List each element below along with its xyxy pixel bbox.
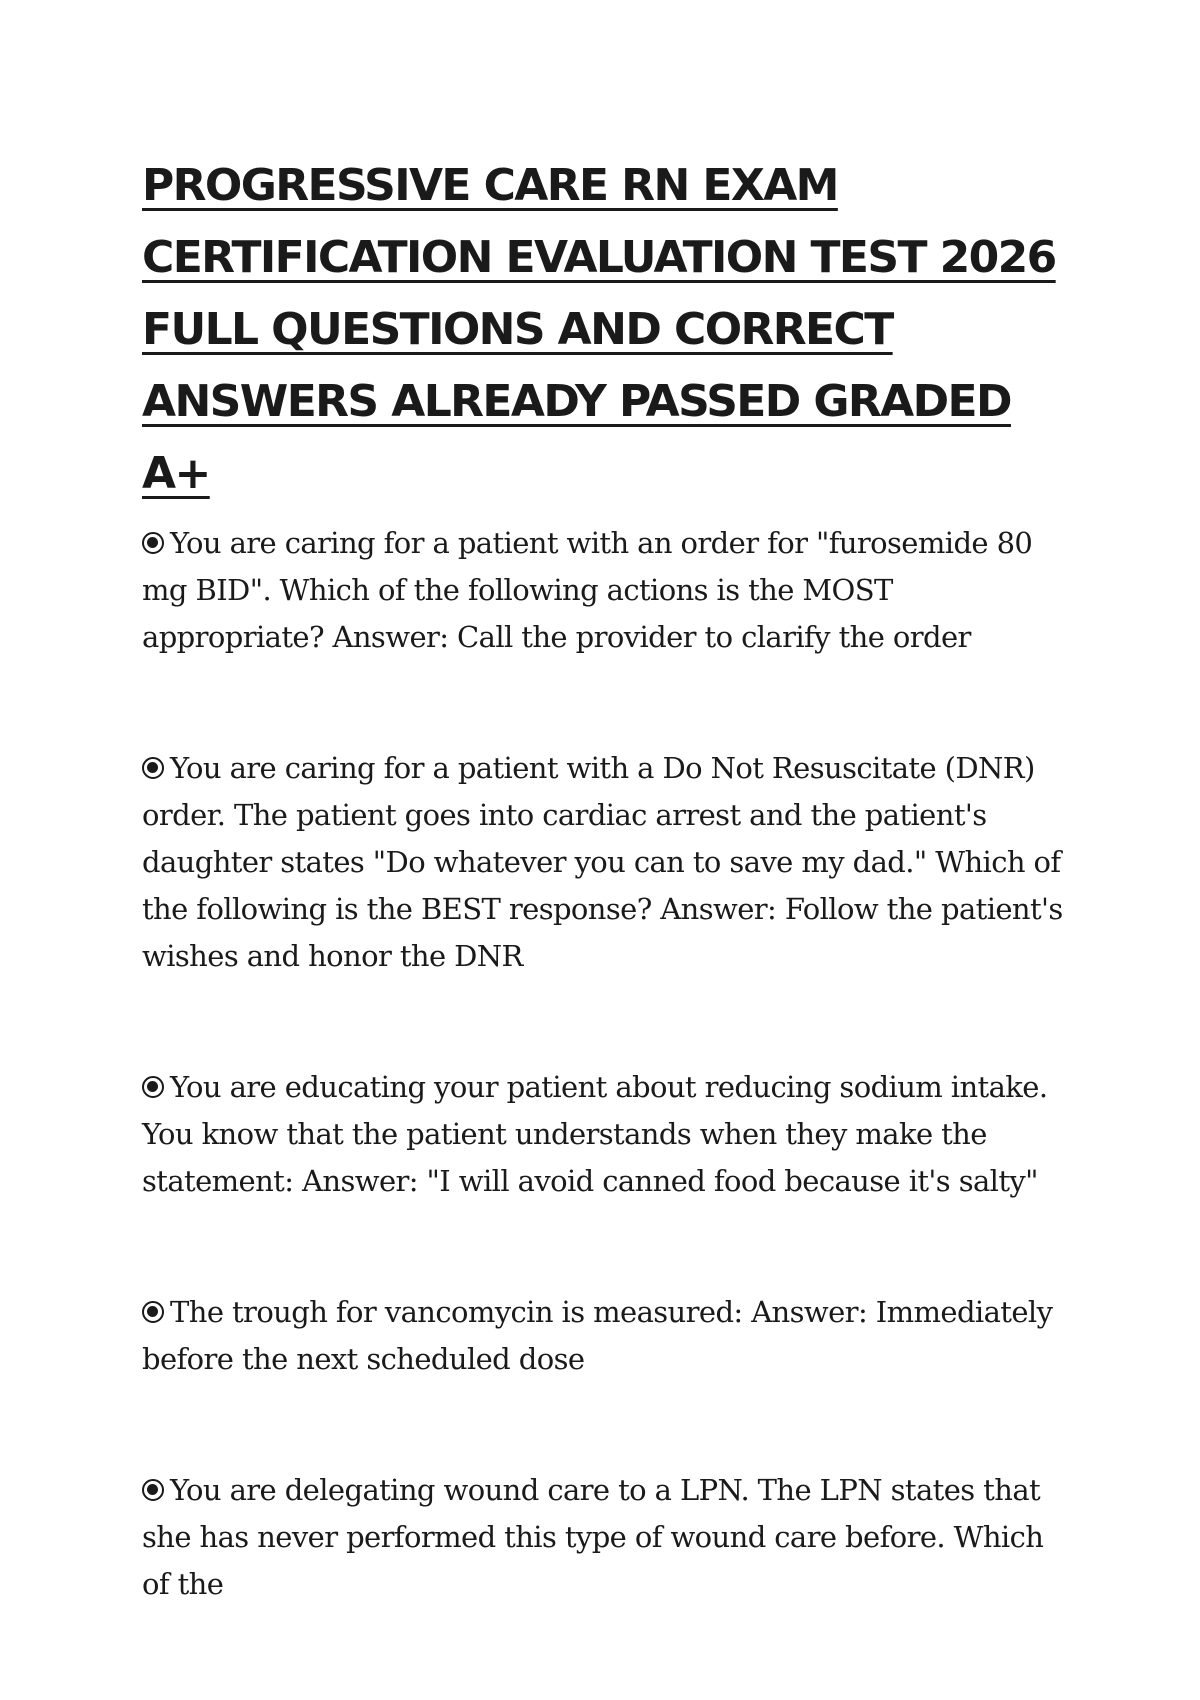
question-text: You are delegating wound care to a LPN. The LPN states that she has never performed this type of wound care before. Which of the: [142, 1473, 1044, 1601]
question-item: [142, 1289, 1072, 1383]
question-text: You are caring for a patient with a Do Not Resuscitate (DNR) order. The patient goes into cardiac arrest and the patient's daughter states "Do whatever you can to save my dad." Which of the following is the BEST response? Answer: Follow the patient's wishes and honor the DNR: [142, 751, 1063, 973]
question-text: The trough for vancomycin is measured: Answer: Immediately before the next scheduled dose: [142, 1295, 1053, 1376]
question-text: You are educating your patient about reducing sodium intake. You know that the patient understands when they make the statement: Answer: "I will avoid canned food because it's salty": [142, 1070, 1048, 1198]
radio-bullet-icon: [142, 1076, 164, 1098]
question-item: [142, 520, 1072, 661]
radio-bullet-icon: [142, 1479, 164, 1501]
question-list: [142, 520, 1072, 1692]
radio-bullet-icon: [142, 1301, 164, 1323]
question-item: [142, 1064, 1072, 1205]
radio-bullet-icon: [142, 757, 164, 779]
radio-bullet-icon: [142, 532, 164, 554]
question-item: [142, 1467, 1072, 1608]
question-item: [142, 745, 1072, 980]
question-text: You are caring for a patient with an order for "furosemide 80 mg BID". Which of the following actions is the MOST appropriate? Answer: Call the provider to clarify the order: [142, 526, 1033, 654]
document-title: PROGRESSIVE CARE RN EXAM CERTIFICATION EVALUATION TEST 2026 FULL QUESTIONS AND CORRECT ANSWERS ALREADY PASSED GRADED A+: [142, 160, 1056, 499]
